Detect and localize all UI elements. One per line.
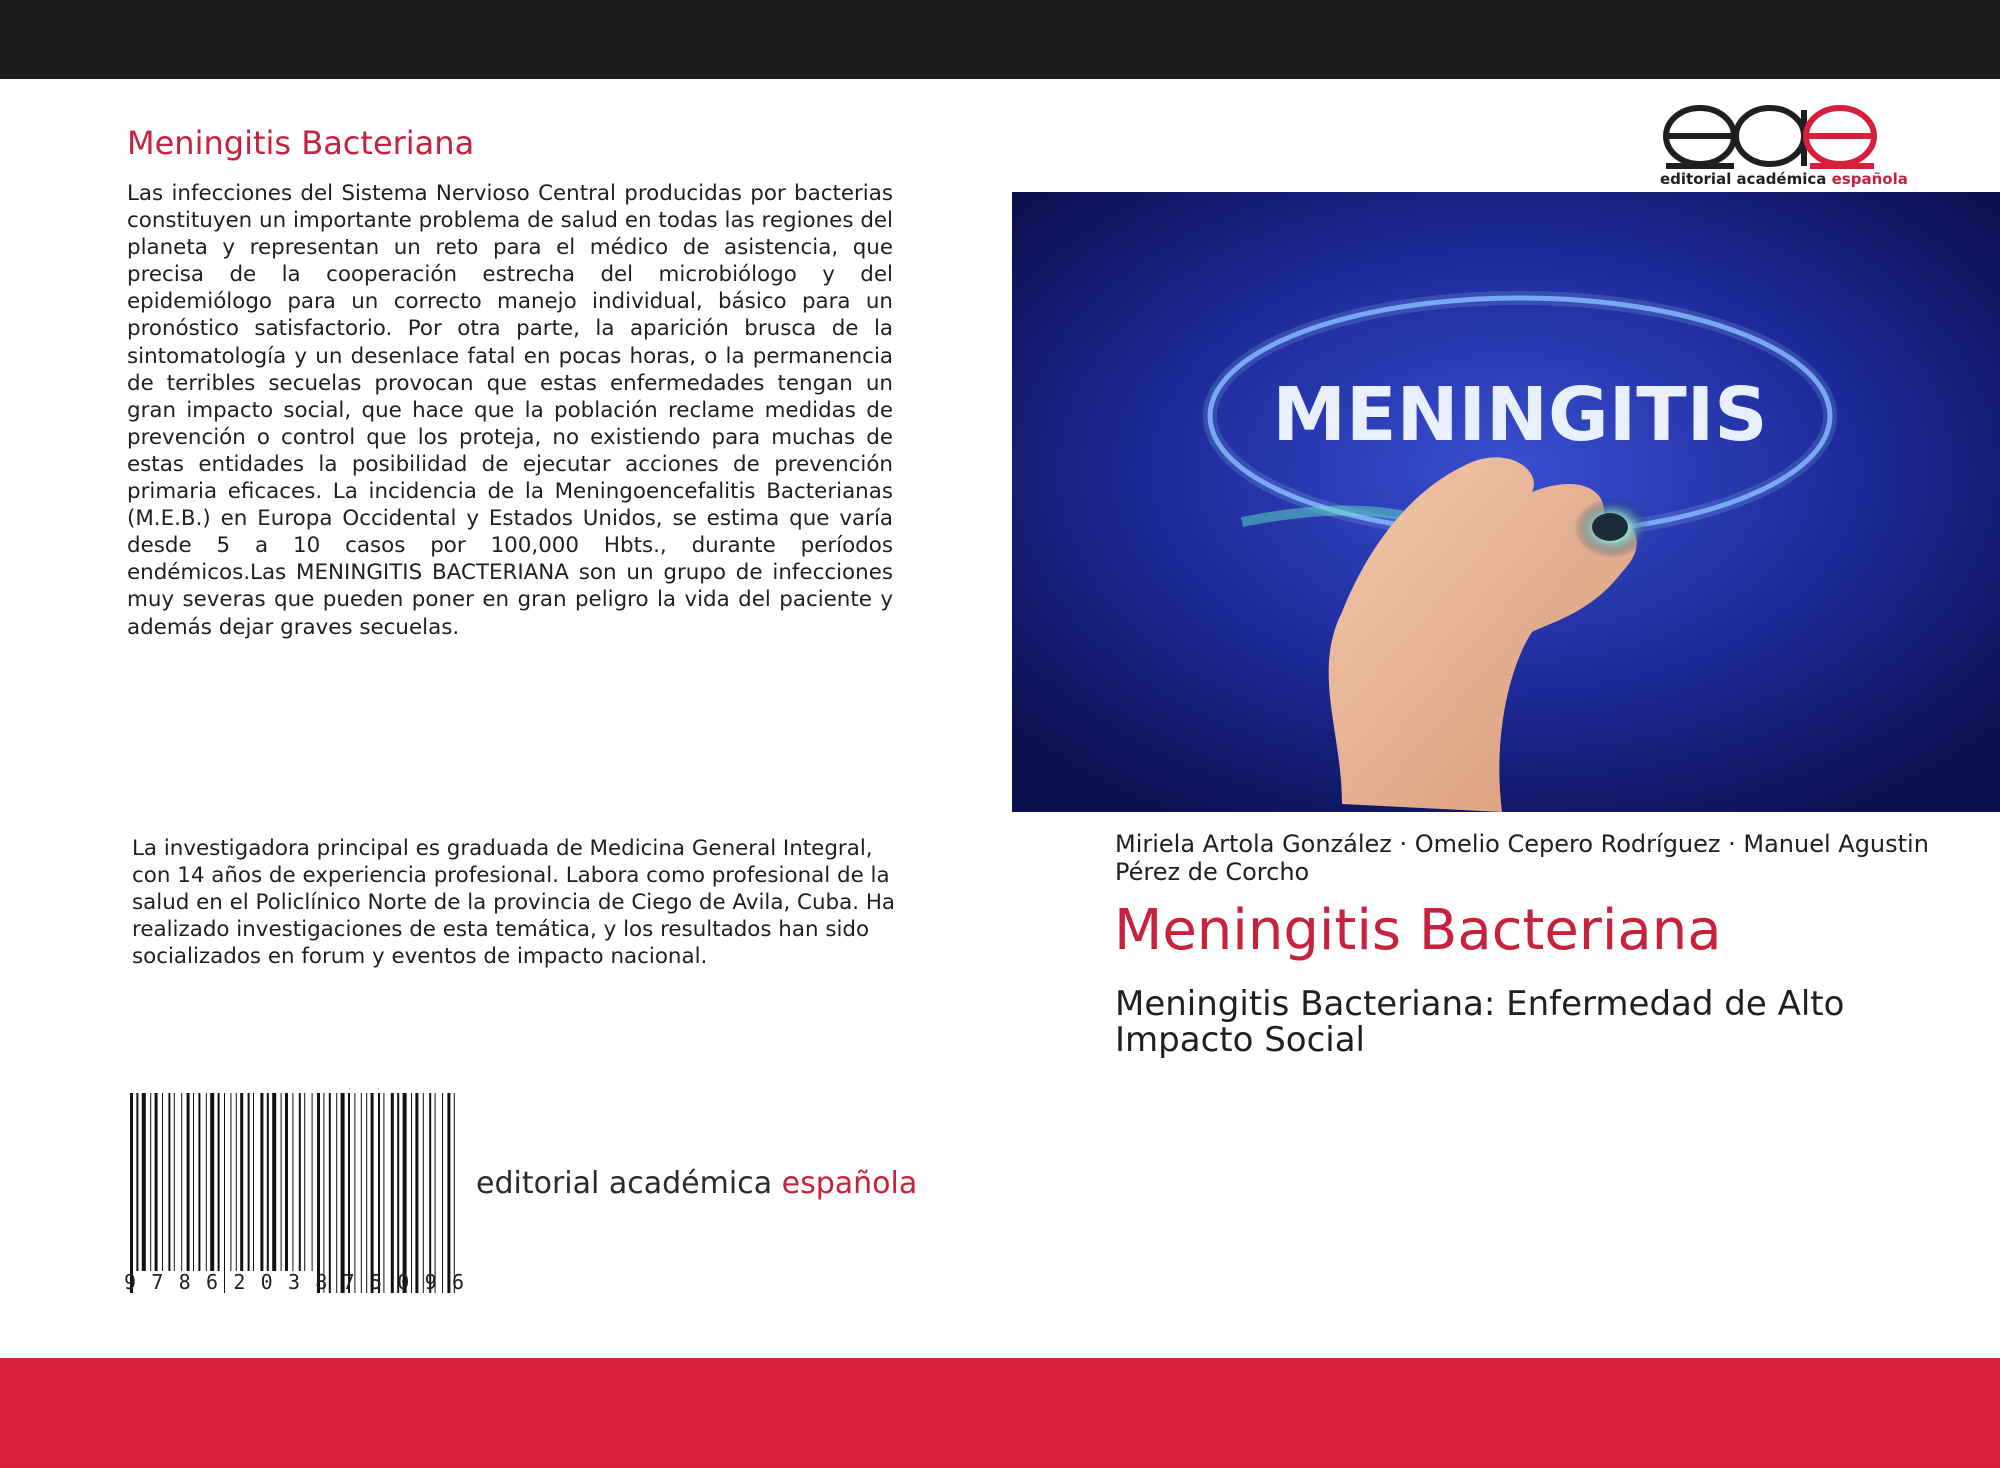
barcode-digit: 8	[315, 1270, 328, 1294]
back-cover-title: Meningitis Bacteriana	[127, 124, 475, 162]
author-bio: La investigadora principal es graduada de Medicina General Integral, con 14 años de experiencia profesional. Labora como profesional de la salud en el Policlínico Norte de la provincia de Ciego de Avila, Cuba. Ha realizado investigaciones de esta temática, y los resultados han sido socializados en forum y eventos de impacto nacional.	[132, 836, 896, 969]
back-cover-blurb: Las infecciones del Sistema Nervioso Central producidas por bacterias constituyen un importante problema de salud en todas las regiones del planeta y representan un reto para el médico de asistencia, que precisa de la cooperación estrecha del microbiólogo y del epidemiólogo para un correcto manejo individual, básico para un pronóstico satisfactorio. Por otra parte, la aparición brusca de la sintomatología y un desenlace fatal en pocas horas, o la permanencia de terribles secuelas provocan que estas enfermedades tengan un gran impacto social, que hace que la población reclame medidas de prevención o control que los proteja, no existiendo para muchas de estas entidades la posibilidad de ejecutar acciones de prevención primaria eficaces. La incidencia de la Meningoencefalitis Bacterianas (M.E.B.) en Europa Occidental y Estados Unidos, se estima que varía desde 5 a 10 casos por 100,000 Hbts., durante períodos endémicos.Las MENINGITIS BACTERIANA son un grupo de infecciones muy severas que pueden poner en gran peligro la vida del paciente y además dejar graves secuelas.	[127, 181, 893, 640]
barcode-digit: 2	[233, 1270, 246, 1294]
imprint-text: editorial académica	[476, 1166, 773, 1201]
publisher-imprint	[476, 1166, 917, 1201]
bottom-bar	[0, 1358, 2000, 1468]
cover-illustration	[1012, 192, 2000, 812]
logo-caption-text: editorial académica	[1660, 170, 1827, 188]
book-subtitle: Meningitis Bacteriana: Enfermedad de Alto Impacto Social	[1115, 984, 1845, 1060]
barcode-digit: 6	[205, 1270, 219, 1294]
top-bar	[0, 0, 2000, 79]
authors: Miriela Artola González · Omelio Cepero Rodríguez · Manuel Agustin Pérez de Corcho	[1115, 830, 1929, 886]
barcode-digit: 7	[151, 1270, 164, 1294]
barcode-digit: 5	[369, 1270, 382, 1294]
barcode-digit: 0	[397, 1270, 410, 1294]
logo-caption	[1660, 170, 1908, 188]
barcode-digit: 7	[342, 1270, 355, 1294]
barcode-digit: 0	[260, 1270, 273, 1294]
barcode-digit: 3	[287, 1270, 301, 1294]
barcode-digits	[124, 1270, 464, 1294]
barcode-digit: 9	[124, 1270, 137, 1294]
book-title: Meningitis Bacteriana	[1114, 898, 1722, 963]
cover-word: MENINGITIS	[1272, 372, 1768, 458]
logo-caption-accent: española	[1831, 170, 1908, 188]
imprint-text-accent: española	[781, 1166, 918, 1201]
barcode-digit: 9	[424, 1270, 437, 1294]
barcode-digit: 8	[178, 1270, 191, 1294]
barcode-digit: 6	[451, 1270, 464, 1294]
